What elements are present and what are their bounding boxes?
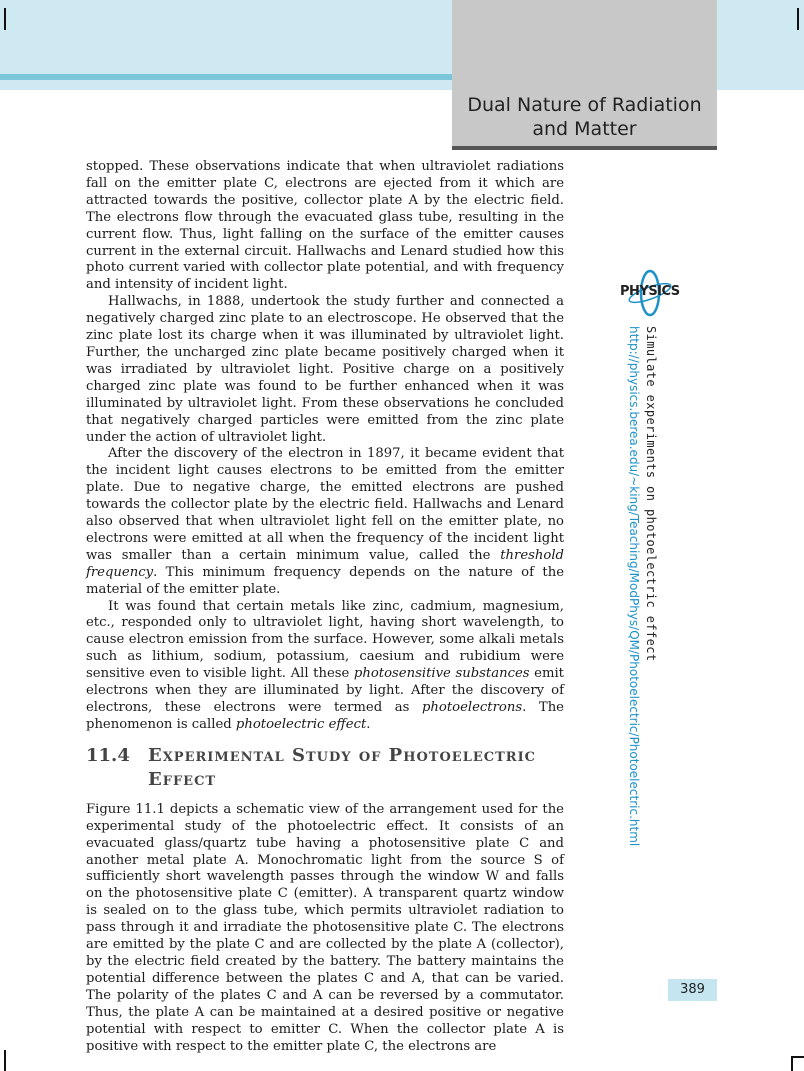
term-photosensitive-substances: photosensitive substances [353, 666, 530, 682]
term-photoelectrons: photoelectrons [421, 700, 523, 715]
physics-logo-text: PHYSICS [620, 284, 680, 299]
term-photoelectric-effect: photoelectric effect [235, 716, 367, 732]
chapter-title-box [452, 0, 717, 150]
crop-mark-top-right [797, 8, 799, 30]
paragraph-1: stopped. These observations indicate that when ultraviolet radiations fall on the emitter plate C, electrons are ejected from it which are attracted towards the positive, collector plate A by the electric field. The electrons flow through the evacuated glass tube, resulting in the current flow. Thus, light falling on the surface of the emitter causes current in the external circuit. Hallwachs and Lenard studied how this photo current varied with collector plate potential, and with frequency and intensity of incident light. [86, 159, 564, 293]
paragraph-4: It was found that certain metals like zinc, cadmium, magnesium, etc., responded only to ultraviolet light, having short wavelength, to cause electron emission from the surface. However, some alkali metals such as lithium, sodium, potassium, caesium and rubidium were sensitive even to visible light. All these photosensitive substances emit electrons when they are illuminated by light. After the discovery of electrons, these electrons were termed as photoelectrons. The phenomenon is called photoelectric effect. [86, 598, 564, 732]
paragraph-3: After the discovery of the electron in 1897, it became evident that the incident light causes electrons to be emitted from the emitter plate. Due to negative charge, the emitted electrons are pushed towards the collector plate by the electric field. Hallwachs and Lenard also observed that when ultraviolet light fell on the emitter plate, no electrons were emitted at all when the frequency of the incident light was smaller than a certain minimum value, called the threshold frequency. This minimum frequency depends on the nature of the material of the emitter plate. [86, 446, 564, 597]
crop-mark-top-left [4, 8, 6, 30]
sidebar-url-link[interactable]: http://physics.berea.edu/~king/Teaching/ModPhys/QM/Photoelectric/Photoelectric.html [627, 326, 641, 847]
main-text [86, 159, 564, 1055]
section-number: 11.4 [86, 744, 130, 766]
term-threshold-frequency: threshold frequency [86, 547, 564, 580]
crop-mark-bottom-right-v [791, 1056, 793, 1071]
crop-mark-bottom-left [4, 1050, 6, 1071]
chapter-title: Dual Nature of Radiation and Matter [467, 94, 702, 140]
page-number: 389 [668, 979, 717, 1001]
sidebar-note: Simulate experiments on photoelectric effect [644, 326, 658, 662]
section-heading [86, 744, 564, 792]
paragraph-5: Figure 11.1 depicts a schematic view of the arrangement used for the experimental study of the photoelectric effect. It consists of an evacuated glass/quartz tube having a photosensitive plate C and another metal plate A. Monochromatic light from the source S of sufficiently short wavelength passes through the window W and falls on the photosensitive plate C (emitter). A transparent quartz window is sealed on to the glass tube, which permits ultraviolet radiation to pass through it and irradiate the photosensitive plate C. The electrons are emitted by the plate C and are collected by the plate A (collector), by the electric field created by the battery. The battery maintains the potential difference between the plates C and A, that can be varied. The polarity of the plates C and A can be reversed by a commutator. Thus, the plate A can be maintained at a desired positive or negative potential with respect to emitter C. When the collector plate A is positive with respect to the emitter plate C, the electrons are [86, 801, 564, 1054]
paragraph-2: Hallwachs, in 1888, undertook the study further and connected a negatively charged zinc plate to an electroscope. He observed that the zinc plate lost its charge when it was illuminated by ultraviolet light. Further, the uncharged zinc plate became positively charged when it was irradiated by ultraviolet light. Positive charge on a positively charged zinc plate was found to be further enhanced when it was illuminated by ultraviolet light. From these observations he concluded that negatively charged particles were emitted from the zinc plate under the action of ultraviolet light. [86, 294, 564, 445]
section-title: Experimental Study of Photoelectric Effect [148, 744, 537, 790]
